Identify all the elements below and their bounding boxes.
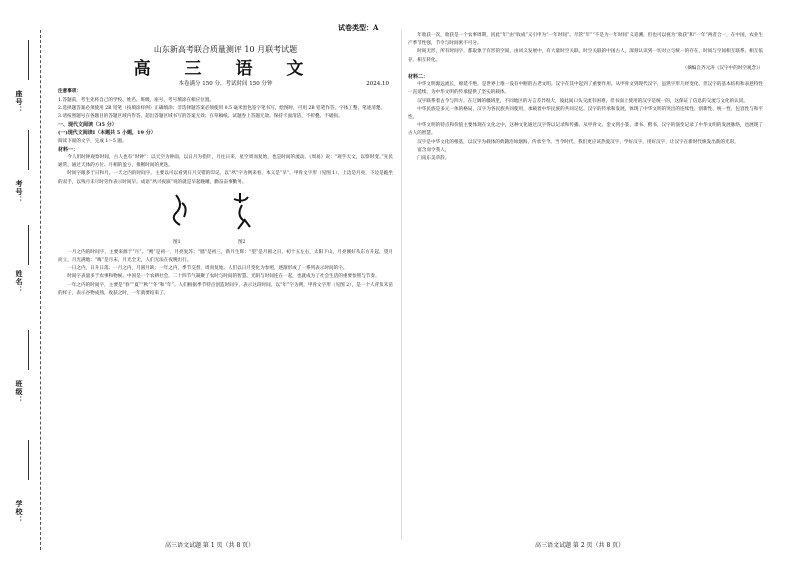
paragraph: 今人用时钟观察时间，古人也有“时钟”：以天空为钟面，以日月为指针，月往日来，星空周而复始，也是时间的流动。《周易》说：“观乎天文，以察时变。”先民通常，通过天体的方位、月相的盈亏，推断时间的更迭。	[58, 155, 393, 169]
exam-date: 2024.10	[366, 81, 389, 88]
note-item: 1.答题前，考生先将自己的学校、姓名、班级、座号、考号填涂在相应位置。	[58, 97, 214, 103]
fill-line	[28, 225, 29, 265]
fill-line	[28, 330, 29, 370]
section-heading: 一、现代文阅读（35 分）	[58, 122, 117, 129]
class-label: 班级：	[15, 380, 24, 404]
fill-line	[28, 40, 29, 80]
name-label: 姓名：	[15, 270, 24, 294]
score-time: 本卷满分 150 分，考试时间 150 分钟	[178, 81, 273, 88]
paragraph: 时间字表量多于农事和物候。中国是一个农耕社会，二十四节气凝聚了农时与时间的智慧。光阴与时间连在一起，也就成为了社会生活的重要参照与节奏。	[67, 274, 380, 280]
footer-page-one: 高三语文试题 第 1 页（共 8 页）	[165, 542, 255, 549]
notes-title: 注意事项：	[58, 89, 81, 95]
material-two-label: 材料二：	[408, 74, 429, 81]
paragraph: 汉字联系着古今与四方。在辽阔的疆域里，不同地区的方言差异很大，彼此间口头交流有困难，但书面上使用的汉字是统一的，这保证了信息的交流与文化的认同。	[417, 98, 748, 104]
verse-line: 门南东美草辞。	[417, 156, 450, 162]
oracle-bone-figures	[158, 189, 278, 241]
exam-number-label: 考号：	[15, 180, 24, 204]
paper-type: 试卷类型：A	[338, 23, 379, 32]
binding-margin	[0, 0, 50, 562]
note-item: 3.请按照题号在各题目的答题区域内作答，超出答题区域书写的答案无效；在草稿纸、试题卷上答题无效。保持卡面清洁，不折叠、不破损。	[58, 114, 343, 120]
instructions: 阅读下面的文字，完成 1～5 题。	[58, 138, 127, 144]
paragraph: 汉字是中华文化的根基，以汉字为载体的典籍浩如烟海，传承至今。当今时代，我们更应该热爱汉字、学好汉字、用好汉字，让汉字在新时代焕发出新的光彩。	[417, 139, 739, 145]
material-one-label: 材料一：	[58, 146, 79, 153]
paragraph: 年收获一次，收获是一个农事周期，因此“年”由“收成”义引申为“一年时间”。尽管“年”“不是为一年时间”义追溯，但也可以视为“收获”和“一年”两者合一，在中国，农业生产季节性强，节令与时间密不可分。	[408, 33, 763, 47]
note-item: 2.选择题答案必须使用 2B 铅笔（按填涂样例）正确填涂；非选择题答案必须使用 0.5 毫米黑色签字笔书写，绘图时，可用 2B 铅笔作答，字体工整、笔迹清楚。	[58, 105, 386, 111]
seat-number-label: 座号：	[15, 90, 24, 114]
paragraph: 一月之内的时间字，主要来源于“月”。“朔”是初一，月亮复苏；“朏”是初三，新月生辉；“望”是月圆之日，初十五左右，太阳下山，月亮刚好从东方升起，望月而立，月光满地；“晦”是月末，月光全无，人们无法在夜晚出行。	[58, 249, 393, 264]
verse-line: 富含而令我人，	[417, 147, 450, 153]
school-label: 学校：	[15, 500, 24, 524]
paragraph: 一日之内，日升日落；一月之内，月圆月缺；一年之内，季节交替，周而复始。人们以日月变化为参照，逐渐形成了一系列表示时间的字。	[67, 266, 348, 272]
paragraph: 时间字眼多于日和月。一天之内的时间字，主要以可以看到日月交错的印记，以“夙”字为例来看，本义是“早”，甲骨文字形（见图 1），上边是月亮，下边是跪坐的双手，以残月未尽时劳作表示时间早。成语“夙兴夜寐”说的就是早起晚睡，勤奋奋事勤务。	[58, 171, 393, 185]
fill-line	[28, 440, 29, 480]
page-divider	[401, 30, 402, 540]
figure-area	[58, 187, 393, 249]
subsection-heading: (一)现代文阅读Ⅰ（本题共 5 小题，19 分）	[58, 130, 156, 137]
subject-title: 高 三 语 文	[133, 59, 318, 80]
figure-caption: 图1	[173, 239, 181, 245]
footer-page-two: 高三语文试题 第 2 页（共 8 页）	[535, 542, 625, 549]
paragraph: 中华文明的特点和价值主要体现在文化之中，这种文化通过汉字得以记录和传播。从甲骨文、金文到小篆、隶书、楷书，汉字的演变记录了中华文明的发展脉络，也展现了古人的智慧。	[408, 123, 763, 137]
exam-info	[58, 80, 393, 88]
page-one	[58, 23, 393, 298]
binding-dashed-line	[40, 30, 41, 550]
exam-title: 山东新高考联合质量测评 10 月联考试题	[153, 45, 298, 54]
figure-caption: 图2	[238, 239, 246, 245]
paragraph: 时间无形，所有时间字，都取象于有形的空间，由词义发展中，有大量时空关联。时空关联的中国古人，深刻认识到一切对立与统一的存在，时间与空间相互联系、相互依存、相互转化。	[408, 49, 763, 63]
page-two	[408, 32, 763, 163]
paragraph: 中华民族是多元一体的格局，汉字为各民族共同使用，承载着中华民族的共同记忆。汉字的传承和发展，体现了中华文明的突出的连续性、创新性、统一性、包容性与和平性。	[408, 106, 763, 121]
fill-line	[28, 130, 29, 170]
source-citation: （摘编自齐元涛《汉字中的时空观念》）	[682, 65, 763, 71]
paragraph: 中华文明源远流长，绵延不绝，是世界上唯一没有中断的古老文明。汉字在其中起到了重要作用。从甲骨文到现代汉字，虽然字形几经变化，但汉字的基本结构和表意特性一直延续，为中华文明的传承提供了坚实的载体。	[408, 82, 763, 96]
paragraph: 一年之内的时间字，主要是“春”“夏”“秋”“冬”和“年”。人们根据季节特点创造时间字，表示这段时间。以“年”字为例，甲骨文字形（见图 2），是一个人背负禾苗的样子，表示谷物成熟，收获之时，一年就要结束了。	[58, 282, 393, 296]
